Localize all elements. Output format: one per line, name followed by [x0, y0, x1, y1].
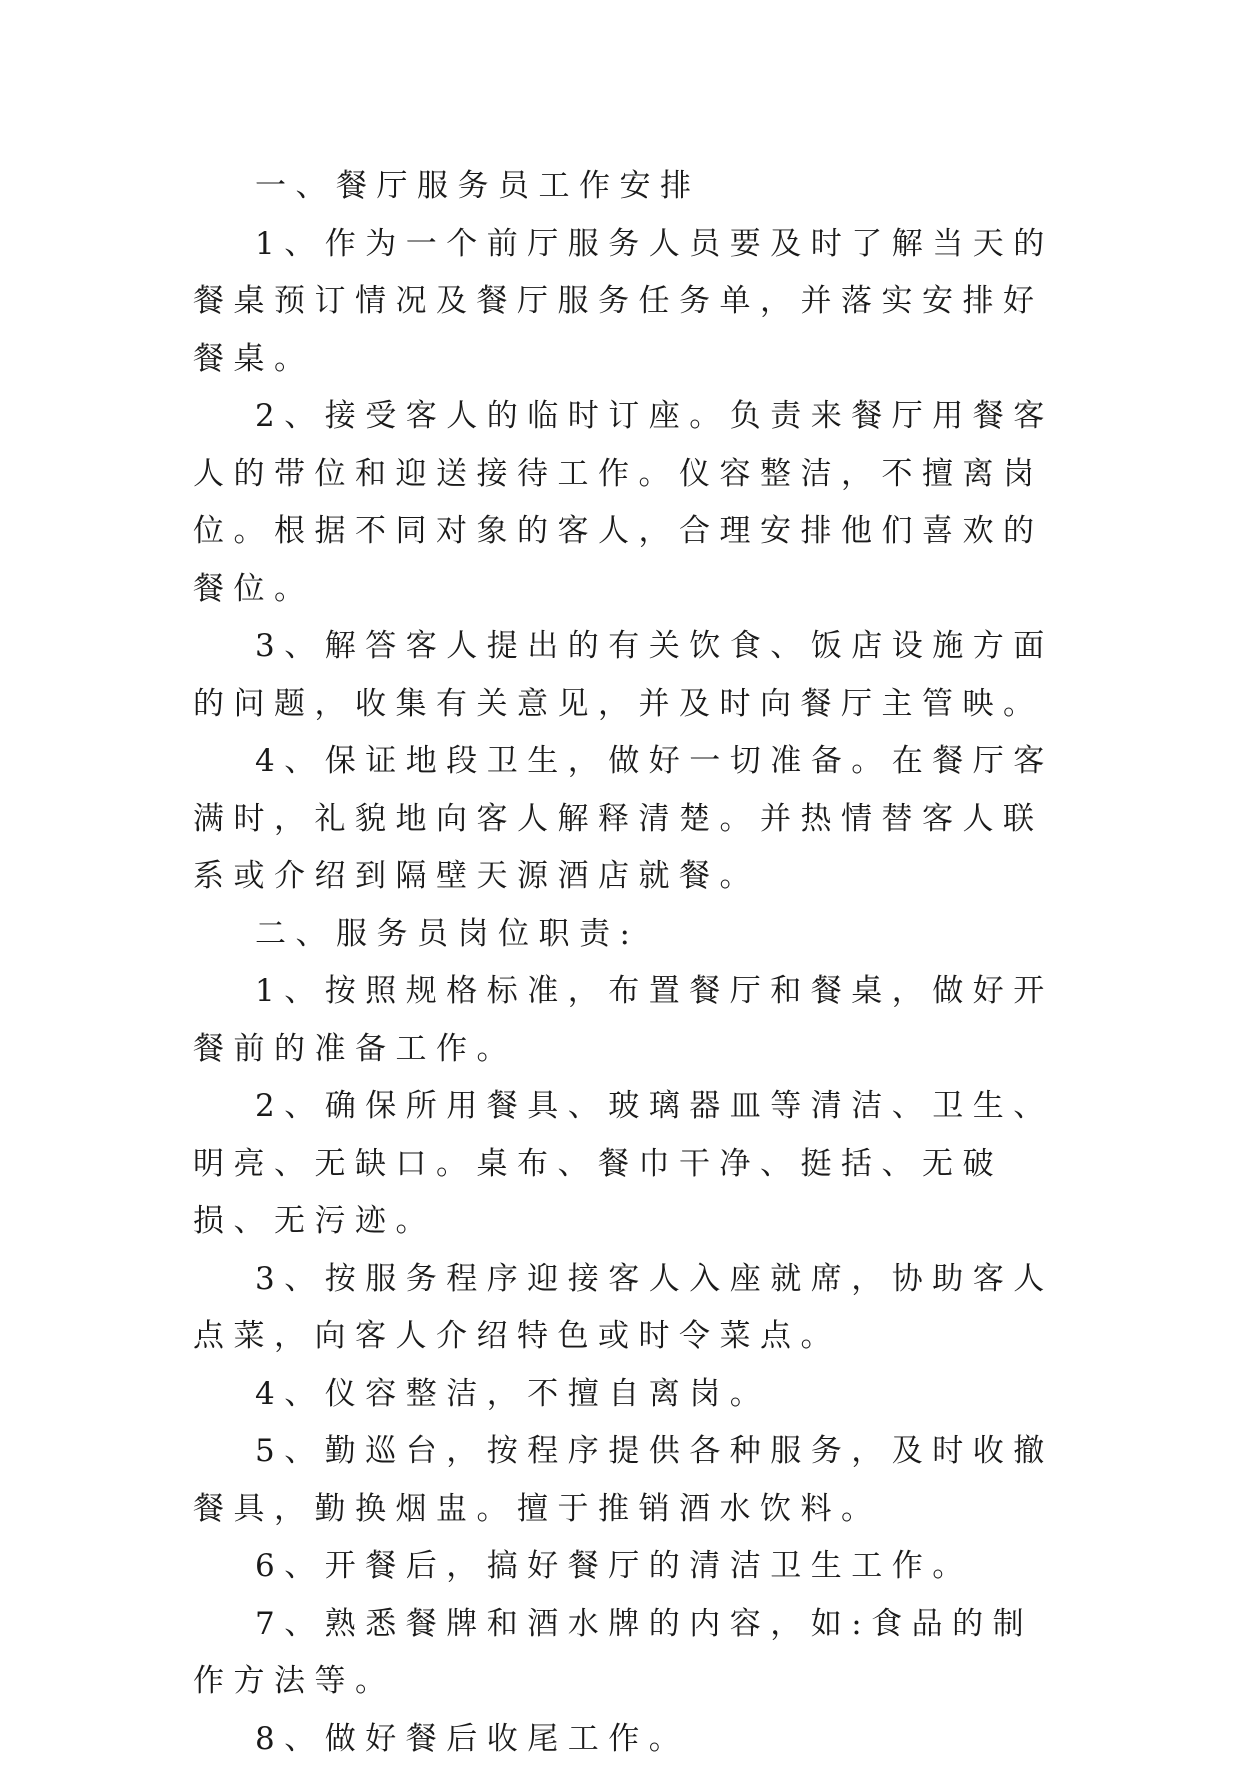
paragraph: 4、仪容整洁，不擅自离岗。 — [193, 1366, 1061, 1424]
paragraph: 7、熟悉餐牌和酒水牌的内容，如:食品的制作方法等。 — [193, 1596, 1061, 1711]
paragraph: 6、开餐后，搞好餐厅的清洁卫生工作。 — [193, 1538, 1061, 1596]
section-heading-2: 二、服务员岗位职责: — [193, 906, 1061, 964]
paragraph: 3、按服务程序迎接客人入座就席，协助客人点菜，向客人介绍特色或时令菜点。 — [193, 1251, 1061, 1366]
document-body — [193, 158, 1061, 1768]
paragraph: 1、作为一个前厅服务人员要及时了解当天的餐桌预订情况及餐厅服务任务单，并落实安排好餐桌。 — [193, 216, 1061, 389]
paragraph: 1、按照规格标准，布置餐厅和餐桌，做好开餐前的准备工作。 — [193, 963, 1061, 1078]
section-heading-1: 一、餐厅服务员工作安排 — [193, 158, 1061, 216]
paragraph: 2、接受客人的临时订座。负责来餐厅用餐客人的带位和迎送接待工作。仪容整洁，不擅离岗位。根据不同对象的客人，合理安排他们喜欢的餐位。 — [193, 388, 1061, 618]
paragraph: 8、做好餐后收尾工作。 — [193, 1711, 1061, 1768]
paragraph: 2、确保所用餐具、玻璃器皿等清洁、卫生、明亮、无缺口。桌布、餐巾干净、挺括、无破损、无污迹。 — [193, 1078, 1061, 1251]
paragraph: 5、勤巡台，按程序提供各种服务，及时收撤餐具，勤换烟盅。擅于推销酒水饮料。 — [193, 1423, 1061, 1538]
paragraph: 4、保证地段卫生，做好一切准备。在餐厅客满时，礼貌地向客人解释清楚。并热情替客人联系或介绍到隔壁天源酒店就餐。 — [193, 733, 1061, 906]
paragraph: 3、解答客人提出的有关饮食、饭店设施方面的问题，收集有关意见，并及时向餐厅主管映。 — [193, 618, 1061, 733]
